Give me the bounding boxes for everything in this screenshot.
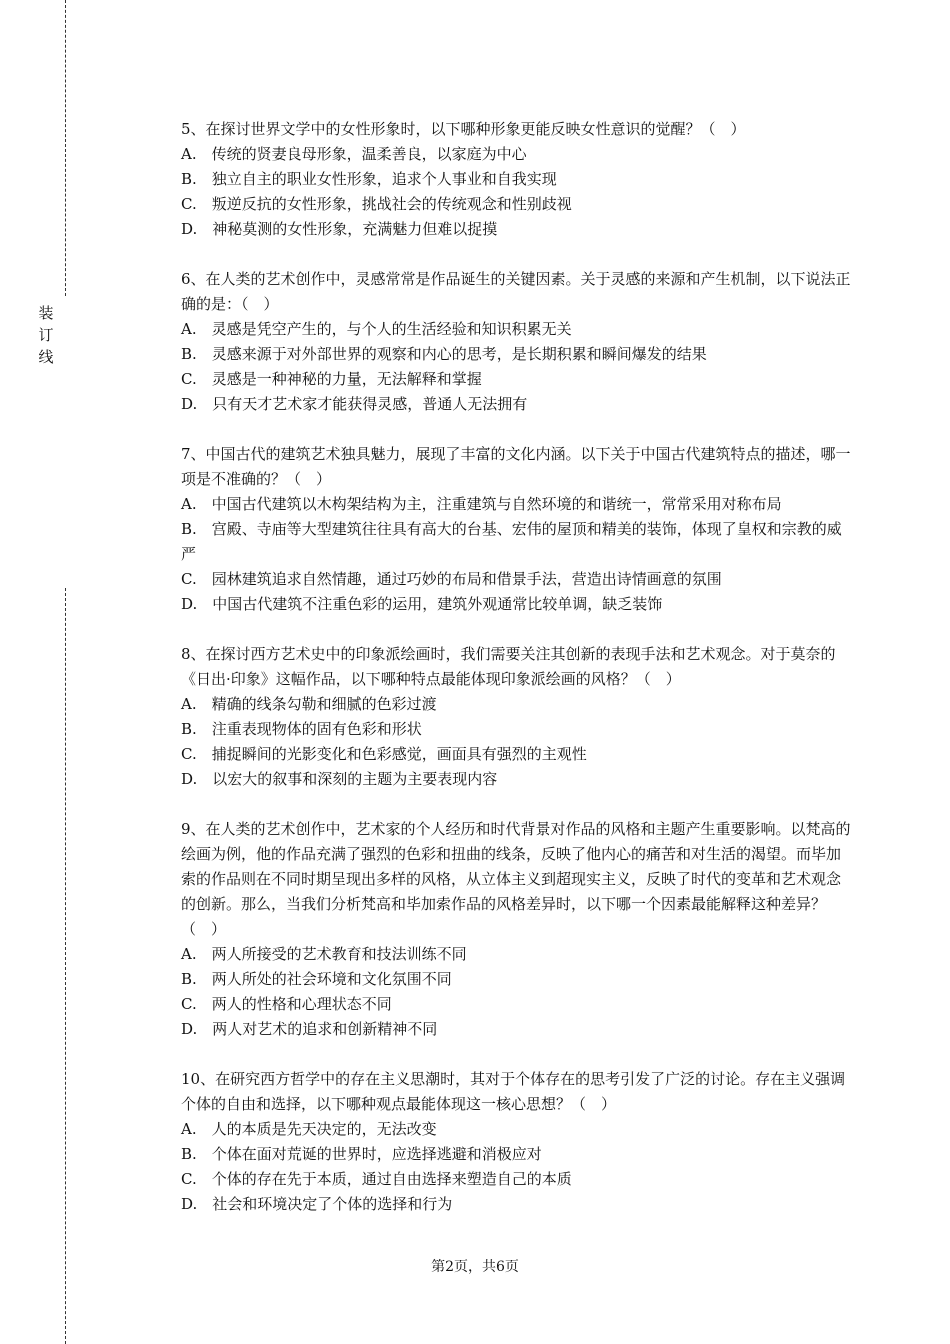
option-d: D. 社会和环境决定了个体的选择和行为 [181,1195,453,1213]
option-c: C. 捕捉瞬间的光影变化和色彩感觉，画面具有强烈的主观性 [181,745,587,763]
question-stem: 9、在人类的艺术创作中，艺术家的个人经历和时代背景对作品的风格和主题产生重要影响。以梵高的绘画为例，他的作品充满了强烈的色彩和扭曲的线条，反映了他内心的痛苦和对生活的渴望。而毕加索的作品则在不同时期呈现出多样的风格，从立体主义到超现实主义，反映了时代的变革和艺术观念的创新。那么，当我们分析梵高和毕加索作品的风格差异时，以下哪一个因素最能解释这种差异？（ ） [181,820,851,938]
option-b: B. 宫殿、寺庙等大型建筑往往具有高大的台基、宏伟的屋顶和精美的装饰，体现了皇权和宗教的威严 [181,520,842,563]
binding-label-char: 装 [38,304,54,322]
question-10 [181,1067,853,1217]
question-stem: 7、中国古代的建筑艺术独具魅力，展现了丰富的文化内涵。以下关于中国古代建筑特点的描述，哪一项是不准确的？（ ） [181,445,851,488]
option-b: B. 独立自主的职业女性形象，追求个人事业和自我实现 [181,170,557,188]
question-list [181,117,853,1217]
option-c: C. 两人的性格和心理状态不同 [181,995,392,1013]
option-b: B. 灵感来源于对外部世界的观察和内心的思考，是长期积累和瞬间爆发的结果 [181,345,707,363]
option-a: A. 精确的线条勾勒和细腻的色彩过渡 [181,695,437,713]
question-stem: 10、在研究西方哲学中的存在主义思潮时，其对于个体存在的思考引发了广泛的讨论。存在主义强调个体的自由和选择，以下哪种观点最能体现这一核心思想？（ ） [181,1070,846,1113]
option-c: C. 叛逆反抗的女性形象，挑战社会的传统观念和性别歧视 [181,195,572,213]
option-b: B. 两人所处的社会环境和文化氛围不同 [181,970,452,988]
question-stem: 6、在人类的艺术创作中，灵感常常是作品诞生的关键因素。关于灵感的来源和产生机制，以下说法正确的是：（ ） [181,270,851,313]
option-a: A. 人的本质是先天决定的，无法改变 [181,1120,437,1138]
option-a: A. 两人所接受的艺术教育和技法训练不同 [181,945,467,963]
option-d: D. 以宏大的叙事和深刻的主题为主要表现内容 [181,770,498,788]
question-stem: 5、在探讨世界文学中的女性形象时，以下哪种形象更能反映女性意识的觉醒？（ ） [181,120,746,138]
question-9 [181,817,853,1042]
option-c: C. 园林建筑追求自然情趣，通过巧妙的布局和借景手法，营造出诗情画意的氛围 [181,570,722,588]
question-7 [181,442,853,617]
option-b: B. 个体在面对荒诞的世界时，应选择逃避和消极应对 [181,1145,542,1163]
option-a: A. 中国古代建筑以木构架结构为主，注重建筑与自然环境的和谐统一，常常采用对称布局 [181,495,782,513]
binding-line-label [36,302,56,368]
page-footer: 第2页，共6页 [431,1259,519,1275]
option-c: C. 个体的存在先于本质，通过自由选择来塑造自己的本质 [181,1170,572,1188]
option-c: C. 灵感是一种神秘的力量，无法解释和掌握 [181,370,482,388]
question-6 [181,267,853,417]
question-stem: 8、在探讨西方艺术史中的印象派绘画时，我们需要关注其创新的表现手法和艺术观念。对于莫奈的《日出·印象》这幅作品，以下哪种特点最能体现印象派绘画的风格？（ ） [181,645,836,688]
question-8 [181,642,853,792]
option-a: A. 传统的贤妻良母形象，温柔善良，以家庭为中心 [181,145,527,163]
binding-label-char: 订 [38,326,54,344]
option-a: A. 灵感是凭空产生的，与个人的生活经验和知识积累无关 [181,320,572,338]
binding-dashed-line-bottom [65,588,66,1344]
option-d: D. 神秘莫测的女性形象，充满魅力但难以捉摸 [181,220,498,238]
option-b: B. 注重表现物体的固有色彩和形状 [181,720,422,738]
option-d: D. 中国古代建筑不注重色彩的运用，建筑外观通常比较单调，缺乏装饰 [181,595,663,613]
option-d: D. 只有天才艺术家才能获得灵感，普通人无法拥有 [181,395,528,413]
binding-label-char: 线 [38,348,54,366]
option-d: D. 两人对艺术的追求和创新精神不同 [181,1020,438,1038]
question-5 [181,117,853,242]
binding-dashed-line-top [65,0,66,296]
